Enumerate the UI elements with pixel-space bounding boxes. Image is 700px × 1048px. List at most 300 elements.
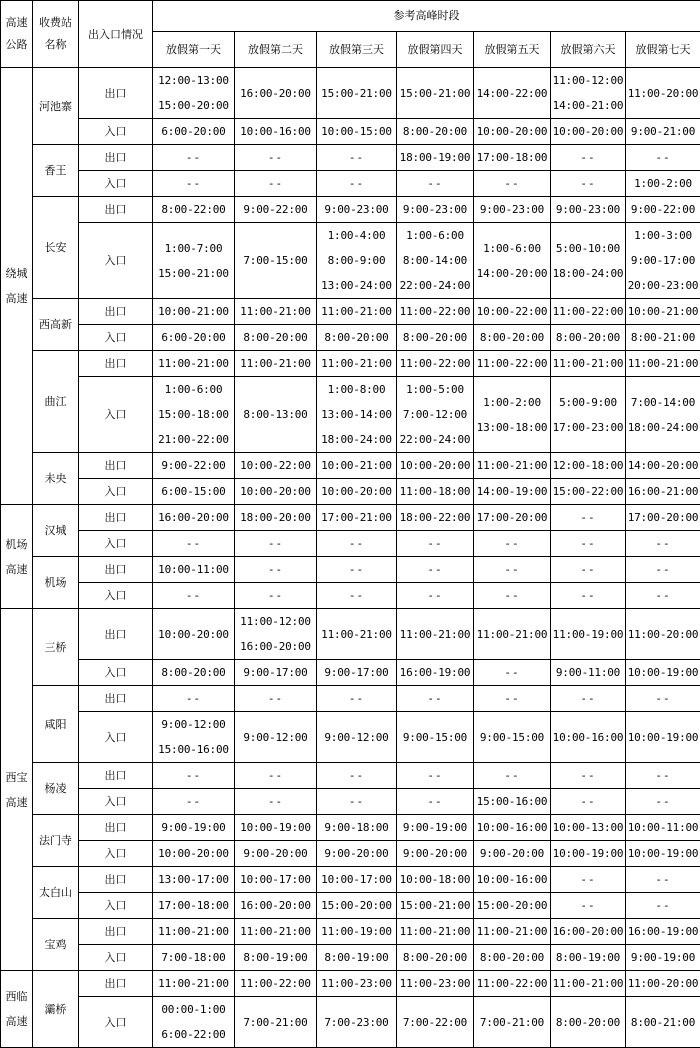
- time-cell: [317, 145, 397, 171]
- time-cell: [551, 583, 626, 609]
- time-cell: [551, 815, 626, 841]
- time-cell: [397, 68, 474, 119]
- time-cell: [235, 197, 317, 223]
- empty-marker: --: [153, 171, 234, 196]
- direction-cell: 出口: [79, 815, 153, 841]
- time-range: 14:00-21:00: [551, 93, 625, 118]
- time-cell: [235, 505, 317, 531]
- time-cell: [397, 609, 474, 660]
- direction-cell: 出口: [79, 919, 153, 945]
- time-cell: [626, 686, 700, 712]
- station-name-cell: 宝鸡: [33, 919, 79, 971]
- time-range: 11:00-22:00: [474, 971, 550, 996]
- time-cell: [235, 351, 317, 377]
- time-range: 11:00-21:00: [317, 299, 396, 324]
- time-range: 9:00-19:00: [397, 815, 473, 840]
- time-cell: [397, 789, 474, 815]
- time-range: 8:00-20:00: [397, 325, 473, 350]
- empty-marker: --: [551, 505, 625, 530]
- time-range: 1:00-8:00: [317, 377, 396, 402]
- time-range: 17:00-18:00: [474, 145, 550, 170]
- time-cell: [235, 119, 317, 145]
- time-cell: [397, 867, 474, 893]
- time-cell: [235, 893, 317, 919]
- time-range: 16:00-20:00: [153, 505, 234, 530]
- time-range: 17:00-18:00: [153, 893, 234, 918]
- table-row: [1, 479, 700, 505]
- time-cell: [317, 351, 397, 377]
- time-range: 13:00-24:00: [317, 273, 396, 298]
- time-cell: [317, 479, 397, 505]
- time-range: 9:00-18:00: [317, 815, 396, 840]
- time-range: 13:00-18:00: [474, 415, 550, 440]
- empty-marker: --: [153, 789, 234, 814]
- empty-marker: --: [626, 557, 700, 582]
- time-range: 00:00-1:00: [153, 997, 234, 1022]
- time-range: 8:00-20:00: [474, 325, 550, 350]
- time-cell: [474, 479, 551, 505]
- time-cell: [626, 609, 700, 660]
- time-cell: [397, 377, 474, 453]
- direction-cell: 出口: [79, 145, 153, 171]
- time-range: 18:00-24:00: [626, 415, 700, 440]
- time-range: 11:00-21:00: [153, 971, 234, 996]
- time-range: 10:00-16:00: [235, 119, 316, 144]
- time-cell: [317, 453, 397, 479]
- time-cell: [474, 971, 551, 997]
- time-range: 10:00-11:00: [153, 557, 234, 582]
- time-range: 18:00-19:00: [397, 145, 473, 170]
- empty-marker: --: [153, 686, 234, 711]
- table-row: [1, 945, 700, 971]
- time-range: 11:00-12:00: [551, 68, 625, 93]
- time-cell: [397, 971, 474, 997]
- time-cell: [317, 171, 397, 197]
- time-range: 14:00-20:00: [474, 261, 550, 286]
- time-range: 9:00-17:00: [235, 660, 316, 685]
- empty-marker: --: [397, 531, 473, 556]
- table-row: [1, 971, 700, 997]
- empty-marker: --: [153, 531, 234, 556]
- station-name-cell: 河池寨: [33, 68, 79, 145]
- road-group-label: 绕城: [1, 261, 32, 286]
- time-range: 11:00-19:00: [551, 622, 625, 647]
- time-cell: [626, 893, 700, 919]
- time-cell: [397, 660, 474, 686]
- time-cell: [551, 119, 626, 145]
- time-range: 21:00-22:00: [153, 427, 234, 452]
- time-range: 11:00-21:00: [474, 622, 550, 647]
- time-cell: [474, 119, 551, 145]
- time-range: 11:00-22:00: [397, 351, 473, 376]
- road-group-label: 机场: [1, 532, 32, 557]
- time-range: 11:00-21:00: [474, 919, 550, 944]
- time-range: 8:00-19:00: [551, 945, 625, 970]
- time-range: 11:00-19:00: [317, 919, 396, 944]
- empty-marker: --: [317, 531, 396, 556]
- time-range: 15:00-18:00: [153, 402, 234, 427]
- time-cell: [397, 171, 474, 197]
- time-range: 15:00-21:00: [317, 81, 396, 106]
- time-cell: [626, 789, 700, 815]
- empty-marker: --: [626, 893, 700, 918]
- time-range: 9:00-20:00: [474, 841, 550, 866]
- time-cell: [551, 660, 626, 686]
- time-range: 11:00-23:00: [397, 971, 473, 996]
- time-range: 10:00-16:00: [474, 867, 550, 892]
- time-range: 10:00-18:00: [397, 867, 473, 892]
- road-group-cell: [1, 609, 33, 971]
- time-range: 10:00-20:00: [317, 479, 396, 504]
- time-cell: [317, 557, 397, 583]
- time-cell: [235, 919, 317, 945]
- time-range: 15:00-20:00: [474, 893, 550, 918]
- time-range: 10:00-17:00: [235, 867, 316, 892]
- time-range: 8:00-14:00: [397, 248, 473, 273]
- road-group-label: 西临: [1, 984, 32, 1009]
- time-cell: [153, 325, 235, 351]
- time-cell: [474, 763, 551, 789]
- time-cell: [153, 377, 235, 453]
- time-range: 11:00-21:00: [474, 453, 550, 478]
- time-cell: [626, 815, 700, 841]
- time-range: 6:00-15:00: [153, 479, 234, 504]
- time-range: 10:00-17:00: [317, 867, 396, 892]
- time-cell: [153, 893, 235, 919]
- time-range: 11:00-22:00: [235, 971, 316, 996]
- direction-cell: 出口: [79, 351, 153, 377]
- station-name-cell: 长安: [33, 197, 79, 299]
- time-cell: [153, 712, 235, 763]
- time-cell: [397, 841, 474, 867]
- time-cell: [235, 789, 317, 815]
- time-range: 11:00-12:00: [235, 609, 316, 634]
- time-cell: [317, 893, 397, 919]
- table-row: [1, 815, 700, 841]
- time-range: 11:00-20:00: [626, 622, 700, 647]
- direction-cell: 入口: [79, 789, 153, 815]
- time-range: 7:00-12:00: [397, 402, 473, 427]
- time-cell: [474, 660, 551, 686]
- time-range: 9:00-22:00: [153, 453, 234, 478]
- time-range: 11:00-21:00: [317, 622, 396, 647]
- time-cell: [317, 299, 397, 325]
- time-range: 7:00-22:00: [397, 1010, 473, 1035]
- time-range: 14:00-22:00: [474, 81, 550, 106]
- time-range: 6:00-22:00: [153, 1022, 234, 1047]
- table-row: [1, 145, 700, 171]
- table-row: [1, 583, 700, 609]
- time-cell: [474, 453, 551, 479]
- table-row: [1, 867, 700, 893]
- time-range: 9:00-22:00: [235, 197, 316, 222]
- station-name-cell: 香王: [33, 145, 79, 197]
- time-range: 9:00-23:00: [397, 197, 473, 222]
- time-cell: [317, 997, 397, 1048]
- time-range: 16:00-20:00: [235, 634, 316, 659]
- empty-marker: --: [317, 145, 396, 170]
- table-row: [1, 712, 700, 763]
- time-range: 10:00-20:00: [397, 453, 473, 478]
- time-cell: [235, 531, 317, 557]
- time-cell: [397, 531, 474, 557]
- time-range: 20:00-23:00: [626, 273, 700, 298]
- time-cell: [551, 223, 626, 299]
- time-range: 16:00-20:00: [551, 919, 625, 944]
- time-cell: [153, 557, 235, 583]
- empty-marker: --: [626, 686, 700, 711]
- time-range: 9:00-21:00: [626, 119, 700, 144]
- time-range: 8:00-20:00: [153, 660, 234, 685]
- time-range: 15:00-20:00: [317, 893, 396, 918]
- time-cell: [551, 841, 626, 867]
- time-range: 14:00-20:00: [626, 453, 700, 478]
- time-range: 12:00-13:00: [153, 68, 234, 93]
- station-name-cell: 西高新: [33, 299, 79, 351]
- direction-cell: 入口: [79, 660, 153, 686]
- time-range: 10:00-19:00: [551, 841, 625, 866]
- time-cell: [474, 867, 551, 893]
- time-cell: [474, 815, 551, 841]
- time-range: 5:00-9:00: [551, 390, 625, 415]
- time-cell: [153, 789, 235, 815]
- empty-marker: --: [235, 145, 316, 170]
- header-day-1: 放假第一天: [153, 32, 235, 68]
- empty-marker: --: [626, 763, 700, 788]
- time-cell: [626, 997, 700, 1048]
- table-row: [1, 197, 700, 223]
- time-range: 15:00-22:00: [551, 479, 625, 504]
- time-cell: [153, 815, 235, 841]
- time-range: 10:00-19:00: [626, 660, 700, 685]
- empty-marker: --: [474, 531, 550, 556]
- empty-marker: --: [551, 583, 625, 608]
- time-range: 10:00-21:00: [317, 453, 396, 478]
- time-cell: [397, 145, 474, 171]
- time-cell: [397, 712, 474, 763]
- time-range: 18:00-20:00: [235, 505, 316, 530]
- empty-marker: --: [397, 686, 473, 711]
- table-row: [1, 505, 700, 531]
- time-cell: [153, 119, 235, 145]
- time-cell: [153, 763, 235, 789]
- header-day-4: 放假第四天: [397, 32, 474, 68]
- time-range: 1:00-6:00: [153, 377, 234, 402]
- time-cell: [474, 351, 551, 377]
- time-range: 18:00-22:00: [397, 505, 473, 530]
- time-range: 22:00-24:00: [397, 273, 473, 298]
- empty-marker: --: [153, 763, 234, 788]
- empty-marker: --: [317, 789, 396, 814]
- empty-marker: --: [317, 686, 396, 711]
- empty-marker: --: [235, 763, 316, 788]
- empty-marker: --: [551, 893, 625, 918]
- header-station-label: 名称: [33, 34, 78, 56]
- time-cell: [153, 609, 235, 660]
- road-group-label: 高速: [1, 790, 32, 815]
- time-range: 9:00-17:00: [317, 660, 396, 685]
- header-day-5: 放假第五天: [474, 32, 551, 68]
- time-cell: [551, 505, 626, 531]
- time-cell: [551, 712, 626, 763]
- time-range: 10:00-16:00: [474, 815, 550, 840]
- time-cell: [235, 997, 317, 1048]
- time-cell: [626, 841, 700, 867]
- time-cell: [474, 945, 551, 971]
- empty-marker: --: [235, 583, 316, 608]
- time-cell: [474, 299, 551, 325]
- time-range: 1:00-7:00: [153, 236, 234, 261]
- time-range: 9:00-15:00: [474, 725, 550, 750]
- header-station-label: 收费站: [33, 12, 78, 34]
- time-cell: [474, 223, 551, 299]
- empty-marker: --: [235, 171, 316, 196]
- time-cell: [153, 660, 235, 686]
- time-cell: [626, 479, 700, 505]
- empty-marker: --: [235, 531, 316, 556]
- table-row: [1, 223, 700, 299]
- time-range: 16:00-21:00: [626, 479, 700, 504]
- time-cell: [153, 583, 235, 609]
- direction-cell: 出口: [79, 971, 153, 997]
- time-cell: [626, 531, 700, 557]
- time-range: 11:00-21:00: [235, 919, 316, 944]
- time-range: 9:00-20:00: [397, 841, 473, 866]
- empty-marker: --: [235, 557, 316, 582]
- empty-marker: --: [317, 763, 396, 788]
- time-cell: [235, 815, 317, 841]
- time-cell: [235, 223, 317, 299]
- time-range: 1:00-6:00: [474, 236, 550, 261]
- empty-marker: --: [626, 583, 700, 608]
- time-cell: [235, 377, 317, 453]
- time-cell: [551, 945, 626, 971]
- time-range: 22:00-24:00: [397, 427, 473, 452]
- time-cell: [551, 479, 626, 505]
- time-range: 1:00-6:00: [397, 223, 473, 248]
- time-cell: [153, 531, 235, 557]
- time-range: 13:00-17:00: [153, 867, 234, 892]
- time-cell: [397, 223, 474, 299]
- time-range: 10:00-13:00: [551, 815, 625, 840]
- table-row: [1, 763, 700, 789]
- direction-cell: 出口: [79, 557, 153, 583]
- time-cell: [397, 351, 474, 377]
- time-range: 5:00-10:00: [551, 236, 625, 261]
- time-cell: [474, 893, 551, 919]
- empty-marker: --: [474, 583, 550, 608]
- time-cell: [626, 945, 700, 971]
- empty-marker: --: [397, 557, 473, 582]
- time-cell: [153, 945, 235, 971]
- time-range: 8:00-20:00: [235, 325, 316, 350]
- time-range: 10:00-20:00: [551, 119, 625, 144]
- direction-cell: 入口: [79, 893, 153, 919]
- time-range: 17:00-21:00: [317, 505, 396, 530]
- time-cell: [474, 557, 551, 583]
- time-cell: [551, 145, 626, 171]
- time-cell: [235, 867, 317, 893]
- time-cell: [397, 119, 474, 145]
- time-cell: [397, 325, 474, 351]
- empty-marker: --: [551, 763, 625, 788]
- time-cell: [626, 145, 700, 171]
- time-range: 10:00-11:00: [626, 815, 700, 840]
- time-range: 8:00-19:00: [235, 945, 316, 970]
- empty-marker: --: [474, 171, 550, 196]
- time-range: 9:00-12:00: [317, 725, 396, 750]
- empty-marker: --: [626, 531, 700, 556]
- time-cell: [235, 68, 317, 119]
- time-cell: [235, 971, 317, 997]
- time-cell: [397, 479, 474, 505]
- time-range: 9:00-22:00: [626, 197, 700, 222]
- time-range: 16:00-20:00: [235, 893, 316, 918]
- time-range: 7:00-21:00: [474, 1010, 550, 1035]
- empty-marker: --: [474, 763, 550, 788]
- time-range: 16:00-19:00: [626, 919, 700, 944]
- time-range: 15:00-16:00: [474, 789, 550, 814]
- empty-marker: --: [551, 686, 625, 711]
- time-cell: [626, 919, 700, 945]
- road-group-cell: [1, 971, 33, 1048]
- time-range: 8:00-22:00: [153, 197, 234, 222]
- time-cell: [626, 557, 700, 583]
- time-cell: [626, 299, 700, 325]
- time-cell: [317, 223, 397, 299]
- empty-marker: --: [397, 789, 473, 814]
- time-cell: [153, 223, 235, 299]
- time-cell: [551, 351, 626, 377]
- road-group-label: 西宝: [1, 765, 32, 790]
- time-cell: [397, 997, 474, 1048]
- time-cell: [474, 712, 551, 763]
- time-range: 11:00-22:00: [397, 299, 473, 324]
- time-cell: [551, 325, 626, 351]
- direction-cell: 入口: [79, 479, 153, 505]
- header-day-6: 放假第六天: [551, 32, 626, 68]
- time-cell: [626, 660, 700, 686]
- empty-marker: --: [235, 686, 316, 711]
- station-name-cell: 灞桥: [33, 971, 79, 1048]
- time-cell: [397, 919, 474, 945]
- station-name-cell: 杨凌: [33, 763, 79, 815]
- time-cell: [317, 531, 397, 557]
- time-cell: [235, 945, 317, 971]
- time-range: 9:00-11:00: [551, 660, 625, 685]
- time-cell: [626, 867, 700, 893]
- time-cell: [551, 557, 626, 583]
- time-range: 9:00-15:00: [397, 725, 473, 750]
- time-cell: [317, 712, 397, 763]
- empty-marker: --: [474, 660, 550, 685]
- direction-cell: 入口: [79, 119, 153, 145]
- time-cell: [551, 171, 626, 197]
- time-cell: [474, 686, 551, 712]
- time-range: 13:00-14:00: [317, 402, 396, 427]
- table-row: [1, 351, 700, 377]
- time-range: 9:00-23:00: [317, 197, 396, 222]
- direction-cell: 入口: [79, 531, 153, 557]
- time-cell: [235, 145, 317, 171]
- time-range: 11:00-21:00: [317, 351, 396, 376]
- direction-cell: 入口: [79, 945, 153, 971]
- time-cell: [474, 609, 551, 660]
- time-cell: [626, 171, 700, 197]
- time-range: 9:00-19:00: [153, 815, 234, 840]
- station-name-cell: 未央: [33, 453, 79, 505]
- time-range: 8:00-20:00: [474, 945, 550, 970]
